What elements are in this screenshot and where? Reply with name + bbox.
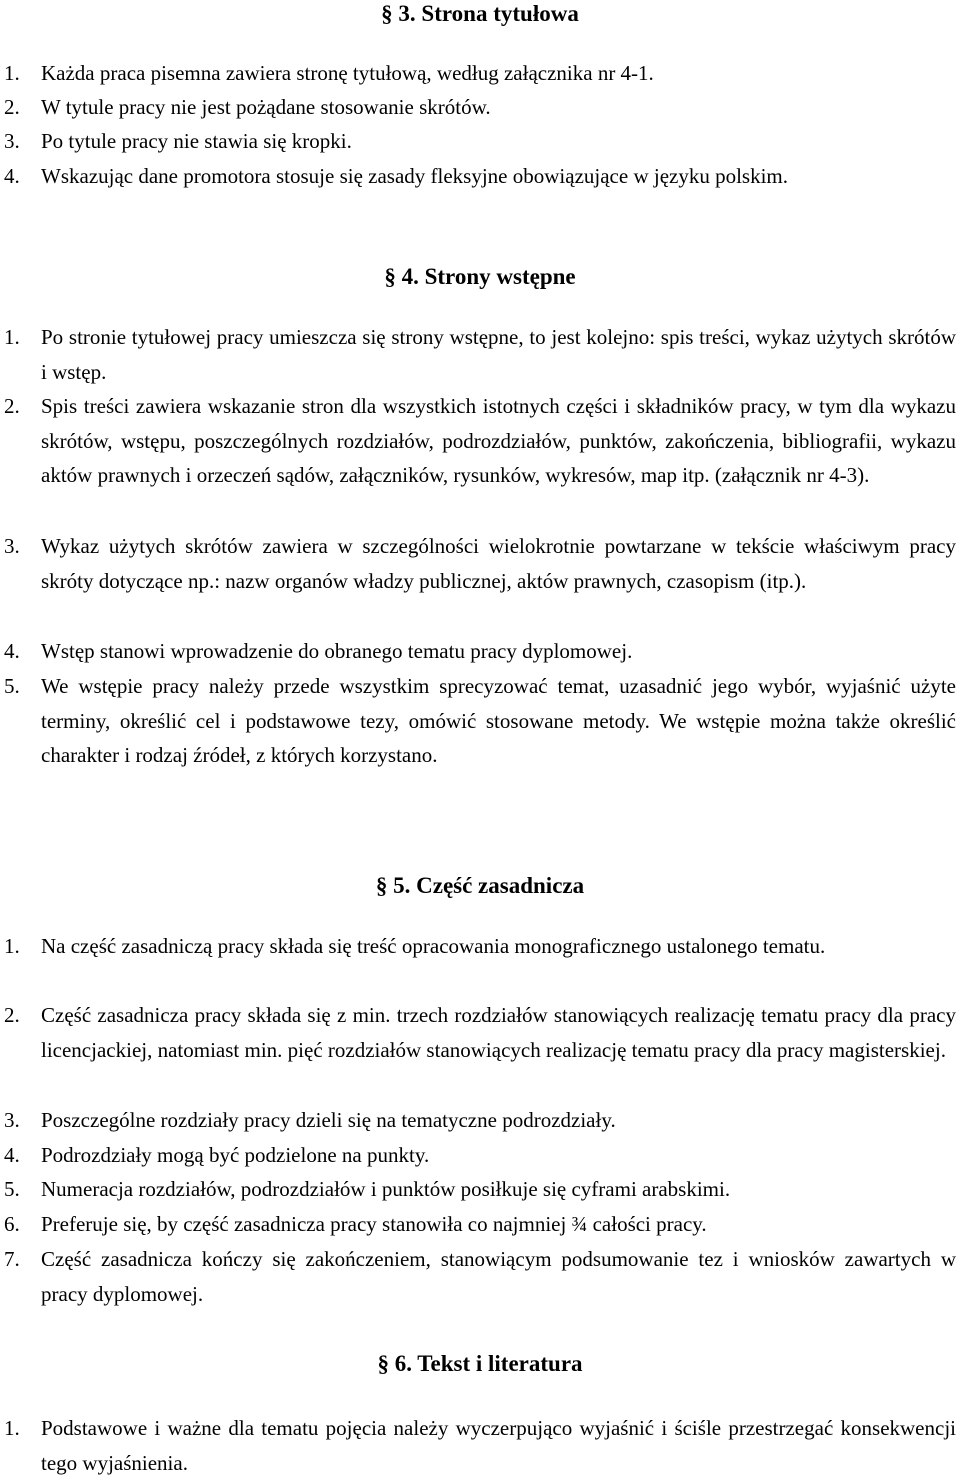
item-text: Spis treści zawiera wskazanie stron dla wszystkich istotnych części i składników pracy, w tym dla wykazu skrótów, wstępu, poszczególnych rozdziałów, podrozdziałów, punktów, zakończenia, bibliografii, wykazu aktów prawnych i orzeczeń sądów, załączników, rysunków, wykresów, map itp. (załącznik nr 4-3).	[41, 394, 956, 488]
item-number: 5.	[4, 1177, 20, 1201]
item-text: Część zasadnicza pracy składa się z min. trzech rozdziałów stanowiących realizację tematu pracy dla pracy licencjackiej, natomiast min. pięć rozdziałów stanowiących realizację tematu pracy dla pracy magisterskiej.	[41, 1003, 956, 1062]
list-item	[4, 124, 956, 159]
item-text: W tytule pracy nie jest pożądane stosowanie skrótów.	[41, 95, 491, 119]
item-number: 2.	[4, 95, 20, 119]
item-number: 1.	[4, 934, 20, 958]
item-number: 1.	[4, 1416, 20, 1440]
list-item	[4, 1411, 956, 1480]
item-number: 2.	[4, 1003, 20, 1027]
item-number: 4.	[4, 1143, 20, 1167]
item-text: Wykaz użytych skrótów zawiera w szczególności wielokrotnie powtarzane w tekście właściwym pracy skróty dotyczące np.: nazw organów władzy publicznej, aktów prawnych, czasopism (itp.).	[41, 534, 956, 593]
list-item	[4, 90, 956, 125]
item-text: Podrozdziały mogą być podzielone na punkty.	[41, 1143, 430, 1167]
item-text: Podstawowe i ważne dla tematu pojęcia należy wyczerpująco wyjaśnić i ściśle przestrzegać konsekwencji tego wyjaśnienia.	[41, 1416, 956, 1475]
list-item	[4, 998, 956, 1067]
section-heading-6: § 6. Tekst i literatura	[377, 1351, 583, 1376]
list-item	[4, 634, 956, 669]
list-item	[4, 1207, 956, 1242]
list-item	[4, 1138, 956, 1173]
list-item	[4, 929, 956, 964]
item-text: Wskazując dane promotora stosuje się zasady fleksyjne obowiązujące w języku polskim.	[41, 164, 789, 188]
item-number: 3.	[4, 1108, 20, 1132]
list-item	[4, 529, 956, 598]
item-text: Część zasadnicza kończy się zakończeniem, stanowiącym podsumowanie tez i wniosków zawartych w pracy dyplomowej.	[41, 1247, 956, 1306]
list-item	[4, 1172, 956, 1207]
item-number: 4.	[4, 639, 20, 663]
item-text: We wstępie pracy należy przede wszystkim sprecyzować temat, uzasadnić jego wybór, wyjaśnić użyte terminy, określić cel i podstawowe tezy, omówić stosowane metody. We wstępie można także określić charakter i rodzaj źródeł, z których korzystano.	[41, 674, 956, 768]
item-text: Po tytule pracy nie stawia się kropki.	[41, 129, 352, 153]
item-text: Poszczególne rozdziały pracy dzieli się na tematyczne podrozdziały.	[41, 1108, 616, 1132]
item-text: Wstęp stanowi wprowadzenie do obranego tematu pracy dyplomowej.	[41, 639, 633, 663]
list-item	[4, 669, 956, 773]
item-text: Każda praca pisemna zawiera stronę tytułową, według załącznika nr 4-1.	[41, 61, 654, 85]
list-item	[4, 159, 956, 194]
item-number: 3.	[4, 534, 20, 558]
list-item	[4, 389, 956, 493]
item-number: 3.	[4, 129, 20, 153]
item-number: 5.	[4, 674, 20, 698]
item-number: 7.	[4, 1247, 20, 1271]
item-text: Preferuje się, by część zasadnicza pracy stanowiła co najmniej ¾ całości pracy.	[41, 1212, 707, 1236]
section-heading-3: § 3. Strona tytułowa	[381, 1, 579, 26]
list-item	[4, 1242, 956, 1311]
item-number: 4.	[4, 164, 20, 188]
item-number: 6.	[4, 1212, 20, 1236]
item-number: 2.	[4, 394, 20, 418]
item-number: 1.	[4, 325, 20, 349]
item-text: Po stronie tytułowej pracy umieszcza się strony wstępne, to jest kolejno: spis treści, wykaz użytych skrótów i wstęp.	[41, 325, 956, 384]
section-heading-4: § 4. Strony wstępne	[384, 264, 576, 289]
item-text: Numeracja rozdziałów, podrozdziałów i punktów posiłkuje się cyframi arabskimi.	[41, 1177, 731, 1201]
item-number: 1.	[4, 61, 20, 85]
list-item	[4, 320, 956, 389]
list-item	[4, 56, 956, 91]
list-item	[4, 1103, 956, 1138]
section-heading-5: § 5. Część zasadnicza	[375, 873, 585, 898]
item-text: Na część zasadniczą pracy składa się treść opracowania monograficznego ustalonego tematu.	[41, 934, 826, 958]
